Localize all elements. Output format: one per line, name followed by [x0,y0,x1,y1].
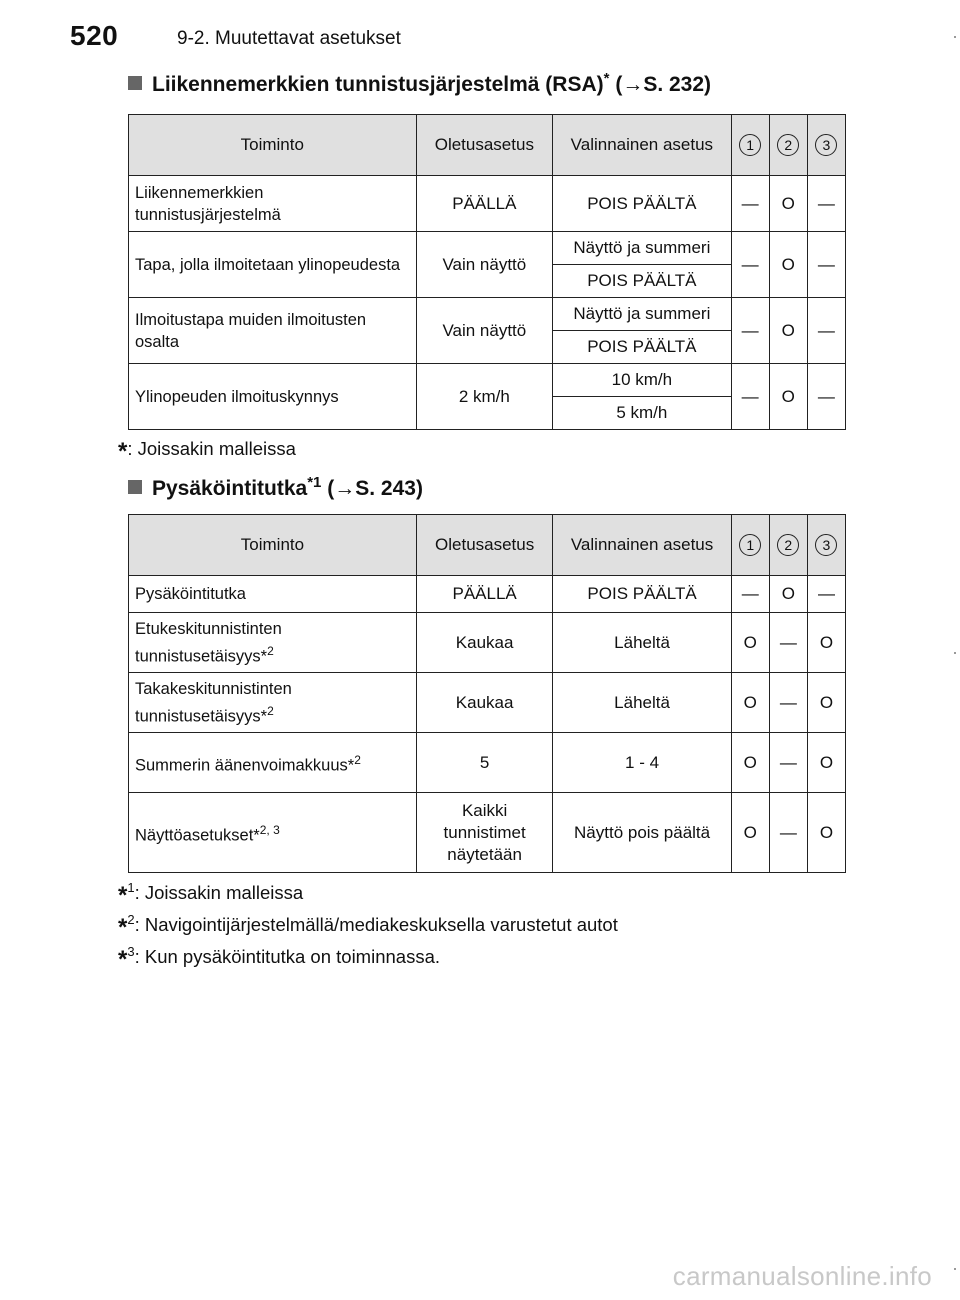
function-text: Näyttöasetukset* [135,826,260,845]
function-cell [129,793,417,873]
square-bullet-icon [128,76,142,90]
footnote-ref: 2 [354,752,361,767]
function-cell: Ylinopeuden ilmoituskynnys [129,364,417,430]
circled-number: 1 [739,534,761,556]
mark-cell: O [769,576,807,613]
mark-cell: — [807,576,845,613]
rsa-settings-table [128,114,846,430]
col-header-1 [731,115,769,176]
mark-cell: O [807,733,845,793]
footnote-text: : Navigointijärjestelmällä/mediakeskuksella varustetut autot [134,914,618,936]
default-cell: Kaukaa [416,613,553,673]
default-cell: PÄÄLLÄ [416,176,553,232]
edge-mark [954,652,956,654]
table-row [129,733,846,793]
table-header-row [129,515,846,576]
table-row [129,613,846,673]
footnote-text: : Joissakin malleissa [134,882,304,904]
mark-cell: O [731,673,769,733]
page-number: 520 [70,20,119,51]
chapter-title: 9-2. Muutettavat asetukset [177,28,401,49]
footnote-number: 1 [127,880,135,895]
footnote-section1 [118,438,296,466]
footnote-star: * [118,438,128,465]
mark-cell: O [769,232,807,298]
col-header-1 [731,515,769,576]
function-cell [129,576,417,613]
function-text: Pysäköintitutka [135,585,246,603]
circled-number: 2 [777,134,799,156]
mark-cell: — [731,232,769,298]
table-row [129,364,846,397]
section-title: Liikennemerkkien tunnistusjärjestelmä (RSA) [152,73,604,96]
mark-cell: — [769,733,807,793]
footnote-number: 3 [127,944,135,959]
section-heading-parking-sensor [128,474,423,501]
col-header-function: Toiminto [129,515,417,576]
mark-cell: O [769,364,807,430]
default-cell: Kaukaa [416,673,553,733]
option-cell: Näyttö ja summeri [553,298,731,331]
mark-cell: — [807,176,845,232]
function-text: Etukeskitunnistinten tunnistusetäisyys* [135,619,282,666]
mark-cell: — [769,673,807,733]
footnote-star: * [118,914,128,942]
mark-cell: O [769,176,807,232]
table-row [129,673,846,733]
option-cell: Näyttö pois päältä [553,793,731,873]
page-reference: (→S. 232) [615,73,712,96]
mark-cell: O [731,733,769,793]
mark-cell: — [731,176,769,232]
footnote-ref: 2 [267,703,274,718]
circled-number: 3 [815,534,837,556]
mark-cell: — [769,793,807,873]
footnote-1 [118,880,303,910]
parking-sensor-table [128,514,846,873]
mark-cell: O [769,298,807,364]
col-header-function: Toiminto [129,115,417,176]
mark-cell: O [731,793,769,873]
default-cell: 2 km/h [416,364,553,430]
option-cell: POIS PÄÄLTÄ [553,331,731,364]
col-header-3 [807,515,845,576]
mark-cell: O [807,793,845,873]
function-cell [129,613,417,673]
footnote-number: 2 [127,912,135,927]
mark-cell: — [807,364,845,430]
option-cell: Näyttö ja summeri [553,232,731,265]
option-cell: 1 - 4 [553,733,731,793]
square-bullet-icon [128,480,142,494]
circled-number: 3 [815,134,837,156]
table-row [129,298,846,331]
function-cell [129,733,417,793]
mark-cell: O [807,673,845,733]
function-cell [129,673,417,733]
footnote-text: : Kun pysäköintitutka on toiminnassa. [134,946,440,968]
mark-cell: — [807,298,845,364]
edge-mark [954,36,956,38]
edge-mark [954,1268,956,1270]
mark-cell: O [807,613,845,673]
default-cell: PÄÄLLÄ [416,576,553,613]
default-cell: Vain näyttö [416,298,553,364]
function-cell: Tapa, jolla ilmoitetaan ylinopeudesta [129,232,417,298]
option-cell: POIS PÄÄLTÄ [553,576,731,613]
footnote-2 [118,912,618,942]
col-header-3 [807,115,845,176]
footnote-ref: 2 [267,643,274,658]
mark-cell: — [731,298,769,364]
table-header-row [129,115,846,176]
default-cell: Vain näyttö [416,232,553,298]
footnote-text: : Joissakin malleissa [127,438,296,459]
mark-cell: — [807,232,845,298]
col-header-optional: Valinnainen asetus [553,515,731,576]
option-cell: Läheltä [553,673,731,733]
default-cell: Kaikki tunnistimet näytetään [416,793,553,873]
footnote-3 [118,944,440,974]
col-header-default: Oletusasetus [416,115,553,176]
option-cell: POIS PÄÄLTÄ [553,176,731,232]
section-title: Pysäköintitutka [152,477,308,500]
footnote-mark: * [603,70,610,87]
watermark: carmanualsonline.info [672,1261,932,1291]
option-cell: Läheltä [553,613,731,673]
mark-cell: — [769,613,807,673]
col-header-optional: Valinnainen asetus [553,115,731,176]
mark-cell: — [731,576,769,613]
function-text: Summerin äänenvoimakkuus* [135,756,355,775]
function-cell: Liikennemerkkien tunnistusjärjestelmä [129,176,417,232]
mark-cell: O [731,613,769,673]
col-header-default: Oletusasetus [416,515,553,576]
option-cell: 10 km/h [553,364,731,397]
table-row [129,793,846,873]
footnote-star: * [118,882,128,910]
circled-number: 1 [739,134,761,156]
default-cell: 5 [416,733,553,793]
col-header-2 [769,115,807,176]
function-cell: Ilmoitustapa muiden ilmoitusten osalta [129,298,417,364]
circled-number: 2 [777,534,799,556]
footnote-star: * [118,946,128,974]
function-text: Takakeskitunnistinten tunnistusetäisyys* [135,679,292,726]
mark-cell: — [731,364,769,430]
footnote-mark: *1 [307,474,322,491]
page-reference: (→S. 243) [327,477,423,500]
option-cell: 5 km/h [553,397,731,430]
option-cell: POIS PÄÄLTÄ [553,265,731,298]
col-header-2 [769,515,807,576]
table-row [129,176,846,232]
table-row [129,576,846,613]
footnote-ref: 2, 3 [259,822,280,837]
table-row [129,232,846,265]
section-heading-rsa [128,70,711,97]
